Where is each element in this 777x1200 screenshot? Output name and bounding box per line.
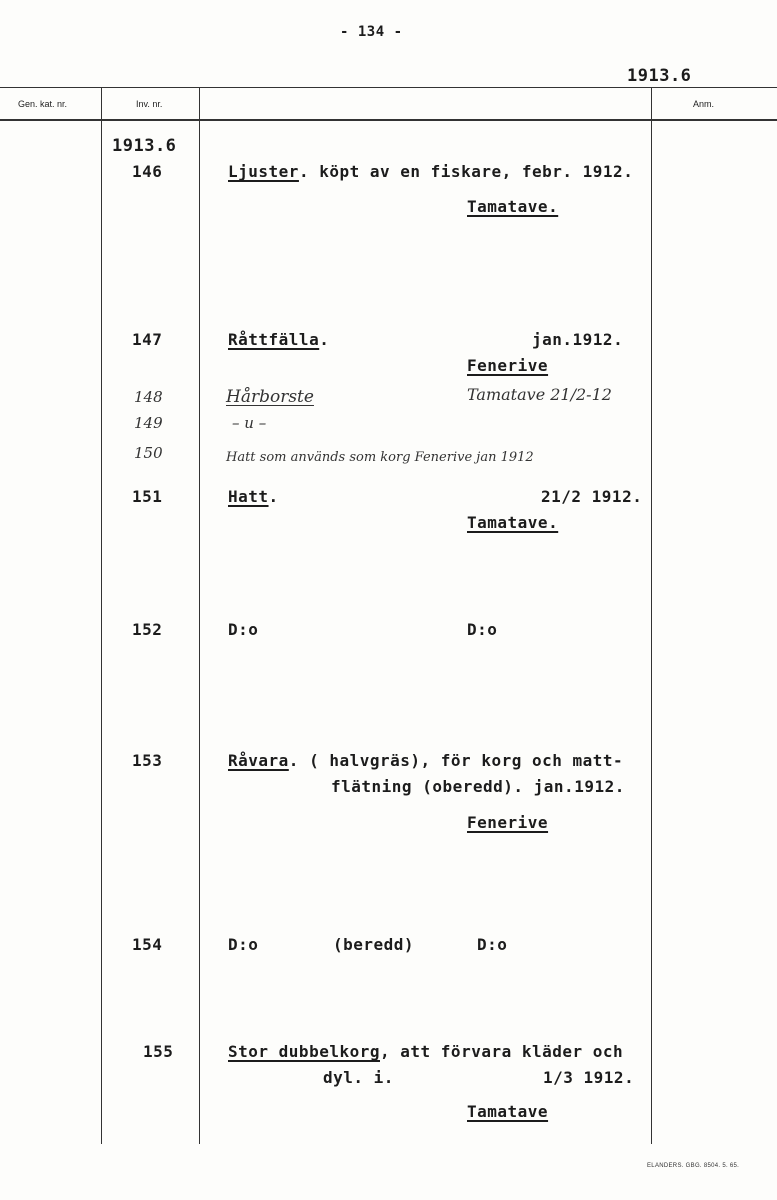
entry-147-date: jan.1912. <box>532 330 624 349</box>
entry-154-note: (beredd) <box>333 935 415 954</box>
entry-155-line2: dyl. i. <box>323 1068 394 1087</box>
entry-155-name: Stor dubbelkorg <box>228 1042 380 1061</box>
entry-151-date: 21/2 1912. <box>541 487 643 506</box>
entry-153-description <box>228 751 623 770</box>
entry-147-place: Fenerive <box>467 356 549 375</box>
entry-153-rest: . ( halvgräs), för korg och matt- <box>288 751 624 770</box>
inv-number-150: 150 <box>134 444 163 462</box>
column-header-inv-nr: Inv. nr. <box>136 99 163 109</box>
header-bottom-rule <box>0 119 777 121</box>
entry-147-name: Råttfälla <box>228 330 320 349</box>
entry-149-text: – u – <box>232 414 267 432</box>
inv-number-148: 148 <box>134 388 163 406</box>
year-header: 1913.6 <box>627 66 692 86</box>
inv-number-147: 147 <box>132 330 163 349</box>
column-divider-1 <box>101 87 102 1144</box>
entry-155-place: Tamatave <box>467 1102 549 1121</box>
inv-number-149: 149 <box>134 414 163 432</box>
column-header-gen-kat-nr: Gen. kat. nr. <box>18 99 68 109</box>
series-label: 1913.6 <box>112 136 177 156</box>
entry-153-place: Fenerive <box>467 813 549 832</box>
entry-147-description <box>228 330 329 349</box>
column-header-anm: Anm. <box>693 99 715 109</box>
entry-153-name: Råvara <box>228 751 289 770</box>
inv-number-146: 146 <box>132 162 163 181</box>
entry-154-ditto-1: D:o <box>228 935 259 954</box>
entry-148-text: Hårborste <box>226 387 314 407</box>
entry-151-description <box>228 487 279 506</box>
inv-number-155: 155 <box>143 1042 174 1061</box>
entry-153-line2: flätning (oberedd). jan.1912. <box>331 777 625 796</box>
column-divider-2 <box>199 87 200 1144</box>
entry-151-rest: . <box>268 487 279 506</box>
entry-146-name: Ljuster <box>228 162 299 181</box>
header-top-rule <box>0 87 777 88</box>
entry-148-place-date: Tamatave 21/2-12 <box>467 385 612 404</box>
entry-152-ditto-2: D:o <box>467 620 498 639</box>
entry-150-text: Hatt som används som korg Fenerive jan 1912 <box>226 450 534 465</box>
entry-155-description <box>228 1042 623 1061</box>
page-number: - 134 - <box>340 24 403 40</box>
entry-152-ditto-1: D:o <box>228 620 259 639</box>
column-divider-3 <box>651 87 652 1144</box>
inv-number-151: 151 <box>132 487 163 506</box>
printer-mark: ELANDERS. GBG. 8504. 5. 65. <box>647 1163 740 1169</box>
inv-number-154: 154 <box>132 935 163 954</box>
inv-number-152: 152 <box>132 620 163 639</box>
entry-151-name: Hatt <box>228 487 269 506</box>
entry-151-place: Tamatave. <box>467 513 559 532</box>
entry-154-ditto-2: D:o <box>477 935 508 954</box>
entry-147-rest: . <box>319 330 330 349</box>
entry-146-description <box>228 162 633 181</box>
inv-number-153: 153 <box>132 751 163 770</box>
entry-155-rest: , att förvara kläder och <box>380 1042 624 1061</box>
entry-146-rest: . köpt av en fiskare, febr. 1912. <box>298 162 634 181</box>
entry-155-date: 1/3 1912. <box>543 1068 635 1087</box>
entry-146-place: Tamatave. <box>467 197 559 216</box>
